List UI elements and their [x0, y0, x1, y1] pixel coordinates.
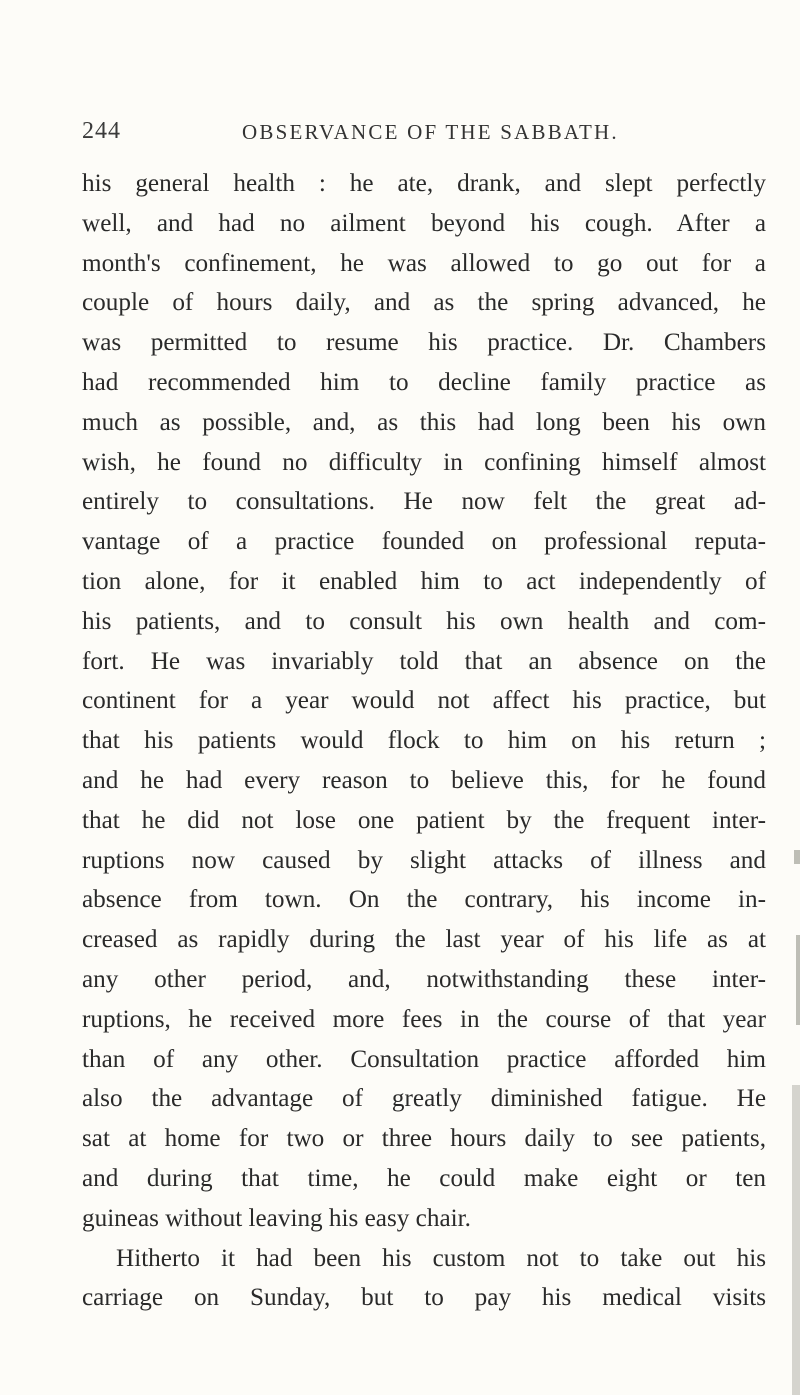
text-line: couple of hours daily, and as the spring advanced, he: [82, 289, 766, 317]
text-line: his general health : he ate, drank, and slept perfectly: [82, 170, 766, 197]
text-line: creased as rapidly during the last year of his life as at: [82, 926, 766, 954]
text-line: month's confinement, he was allowed to go out for a: [82, 249, 766, 277]
text-line: well, and had no ailment beyond his cough. After a: [82, 209, 766, 237]
text-line: ruptions now caused by slight attacks of illness and: [82, 846, 766, 874]
page-header: [0, 118, 800, 150]
text-line: tion alone, for it enabled him to act independently of: [82, 567, 766, 595]
text-line: had recommended him to decline family practice as: [82, 368, 766, 396]
text-line: Hitherto it had been his custom not to take out his: [116, 1244, 766, 1272]
text-line: entirely to consultations. He now felt the great ad-: [82, 488, 766, 516]
text-line: also the advantage of greatly diminished fatigue. He: [82, 1085, 766, 1113]
running-head: OBSERVANCE OF THE SABBATH.: [242, 120, 619, 144]
text-line: and during that time, he could make eight or ten: [82, 1164, 766, 1192]
text-line: vantage of a practice founded on professional reputa-: [82, 528, 766, 556]
page-edge-shadow: [792, 1085, 800, 1395]
text-line: that he did not lose one patient by the frequent inter-: [82, 806, 766, 834]
text-line: fort. He was invariably told that an absence on the: [82, 647, 766, 675]
text-line: his patients, and to consult his own health and com-: [82, 607, 766, 635]
text-line: ruptions, he received more fees in the course of that year: [82, 1005, 766, 1033]
text-line: guineas without leaving his easy chair.: [82, 1204, 471, 1232]
text-line: sat at home for two or three hours daily to see patients,: [82, 1125, 766, 1153]
page-edge-shadow: [794, 850, 800, 864]
text-line: much as possible, and, as this had long been his own: [82, 408, 766, 436]
text-line: continent for a year would not affect his practice, but: [82, 687, 766, 715]
text-line: carriage on Sunday, but to pay his medical visits: [82, 1284, 766, 1312]
text-line: absence from town. On the contrary, his income in-: [82, 886, 766, 914]
page-edge-shadow: [796, 935, 800, 1025]
text-line: any other period, and, notwithstanding these inter-: [82, 965, 766, 993]
text-line: wish, he found no difficulty in confining himself almost: [82, 448, 766, 476]
text-line: than of any other. Consultation practice afforded him: [82, 1045, 766, 1073]
body-text: [82, 164, 766, 1318]
text-line: and he had every reason to believe this, for he found: [82, 766, 766, 794]
page-number: 244: [82, 118, 121, 144]
text-line: was permitted to resume his practice. Dr. Chambers: [82, 329, 766, 357]
text-line: that his patients would flock to him on his return ;: [82, 727, 766, 755]
